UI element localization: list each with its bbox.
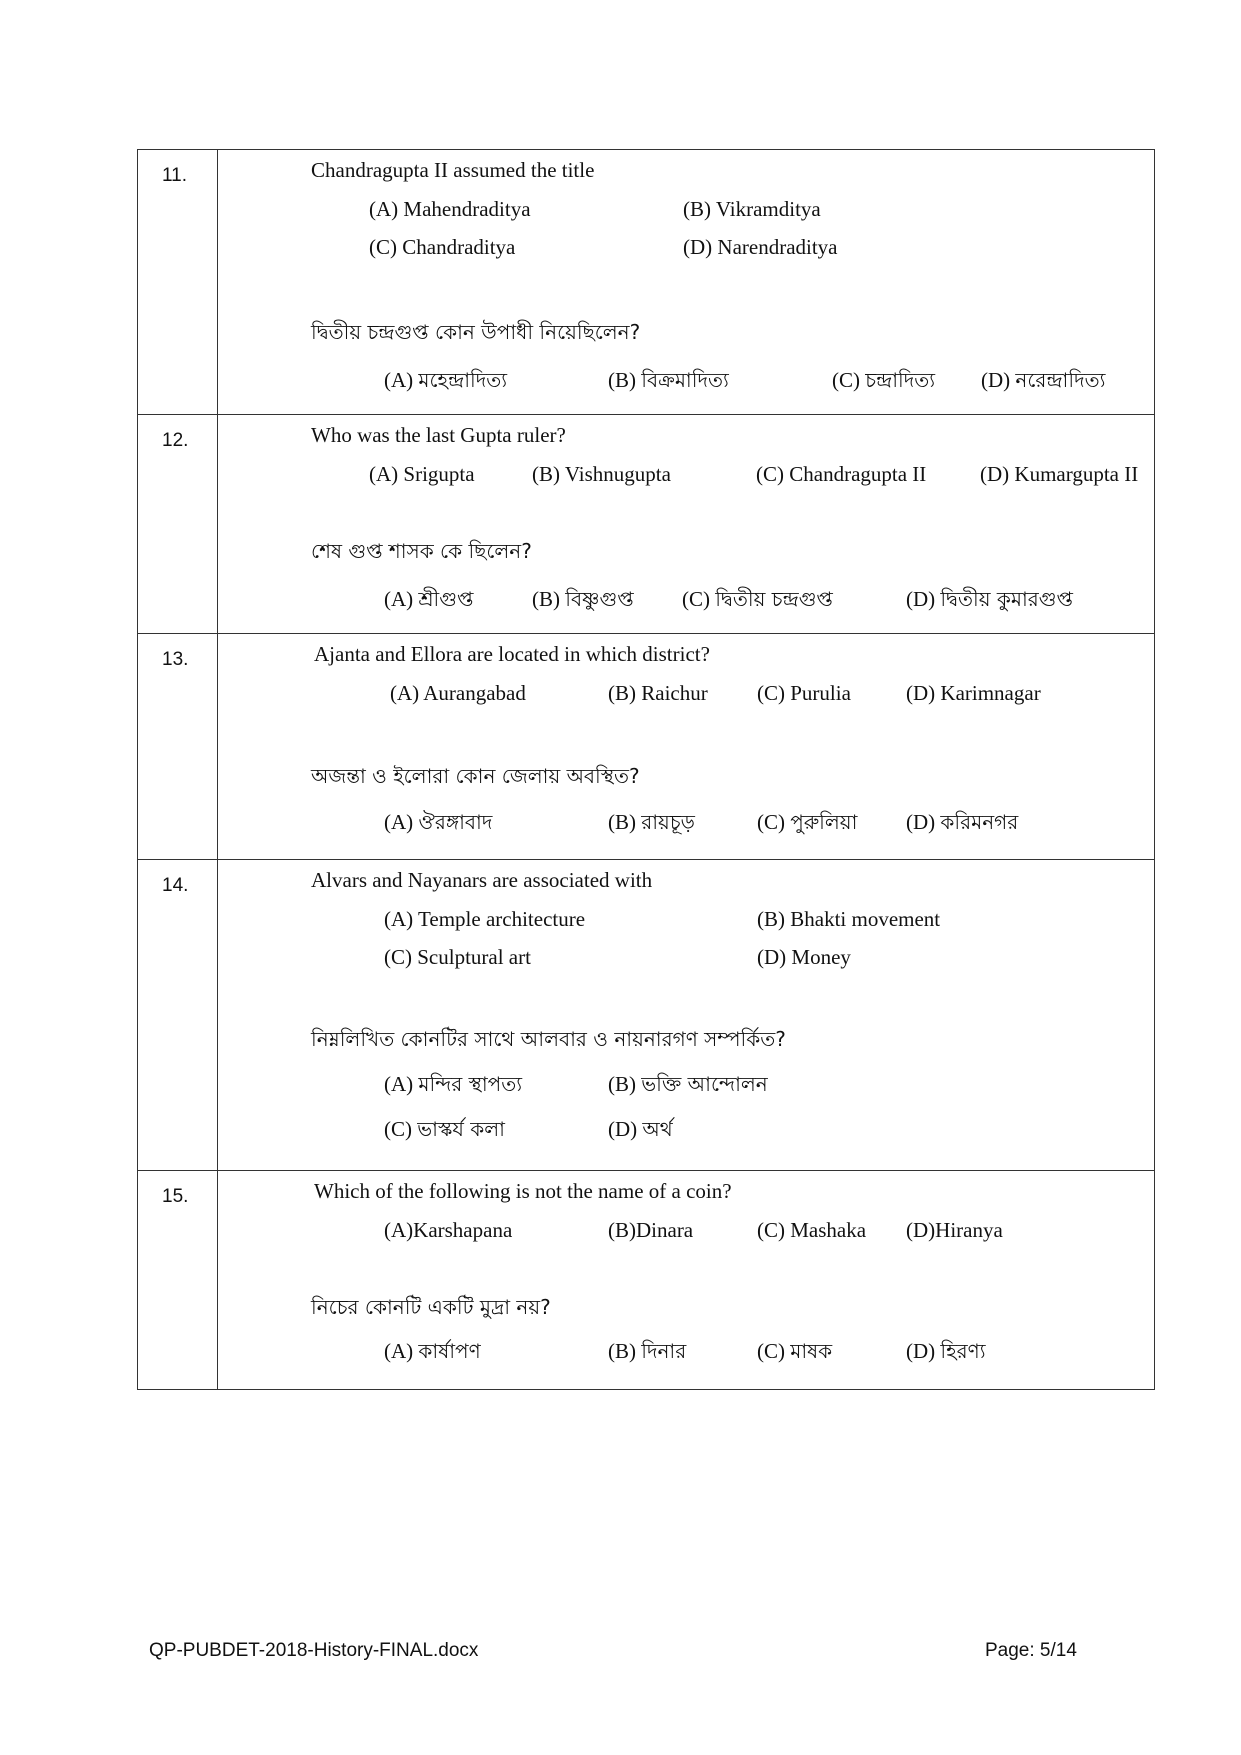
option-text: মহেন্দ্রাদিত্য: [418, 368, 508, 392]
question-number: 11.: [138, 150, 218, 415]
option-text: ঔরঙ্গাবাদ: [418, 810, 493, 834]
option-en-c: (C) Chandraditya: [369, 235, 516, 259]
question-row-11: [138, 150, 1155, 415]
option-text: রায়চূড়: [641, 810, 695, 834]
option-label: (A): [384, 1339, 414, 1363]
option-en-d: (D) Narendraditya: [683, 235, 838, 259]
option-label: (D): [981, 368, 1011, 392]
option-bn-d: [981, 368, 1105, 392]
question-body: [218, 634, 1155, 860]
option-label: (B): [608, 1339, 636, 1363]
option-text: নরেন্দ্রাদিত্য: [1015, 368, 1106, 392]
option-text: ভক্তি আন্দোলন: [641, 1072, 768, 1096]
option-text: দ্বিতীয় কুমারগুপ্ত: [940, 587, 1073, 611]
option-label: (C): [757, 1339, 785, 1363]
question-text-en: Which of the following is not the name of a coin?: [314, 1179, 732, 1203]
option-text: বিষ্ণুগুপ্ত: [565, 587, 634, 611]
footer-page-number: Page: 5/14: [985, 1640, 1077, 1661]
option-text: শ্রীগুপ্ত: [418, 587, 474, 611]
question-row-15: [138, 1171, 1155, 1390]
option-bn-a: [384, 587, 473, 611]
option-bn-d: [608, 1117, 673, 1141]
option-text: দ্বিতীয় চন্দ্রগুপ্ত: [715, 587, 833, 611]
question-text-en: Chandragupta II assumed the title: [311, 158, 595, 182]
option-en-b: (B) Vikramditya: [683, 197, 821, 221]
option-en-b: (B) Bhakti movement: [757, 907, 941, 931]
option-label: (D): [906, 587, 936, 611]
option-bn-c: [384, 1117, 505, 1141]
option-bn-d: [906, 587, 1073, 611]
option-bn-d: [906, 810, 1018, 834]
option-text: কার্ষাপণ: [418, 1339, 481, 1363]
option-label: (C): [384, 1117, 412, 1141]
option-label: (B): [608, 368, 636, 392]
option-bn-b: [608, 1072, 768, 1096]
option-en-a: (A)Karshapana: [384, 1218, 513, 1242]
option-text: মন্দির স্থাপত্য: [418, 1072, 523, 1096]
option-bn-a: [384, 1072, 522, 1096]
option-bn-b: [608, 1339, 686, 1363]
question-row-13: [138, 634, 1155, 860]
option-text: চন্দ্রাদিত্য: [865, 368, 936, 392]
option-label: (B): [532, 587, 560, 611]
question-row-14: [138, 860, 1155, 1171]
option-label: (D): [608, 1117, 638, 1141]
question-number: 13.: [138, 634, 218, 860]
option-label: (C): [757, 810, 785, 834]
question-text-bn: নিচের কোনটি একটি মুদ্রা নয়?: [311, 1295, 551, 1319]
question-number: 12.: [138, 415, 218, 634]
option-label: (B): [608, 1072, 636, 1096]
question-table: [137, 149, 1155, 1390]
option-label: (A): [384, 1072, 414, 1096]
question-body: [218, 1171, 1155, 1390]
question-body: [218, 415, 1155, 634]
option-text: দিনার: [641, 1339, 687, 1363]
option-en-d: (D) Karimnagar: [906, 681, 1041, 705]
option-text: করিমনগর: [940, 810, 1019, 834]
option-en-a: (A) Mahendraditya: [369, 197, 531, 221]
question-text-bn: অজন্তা ও ইলোরা কোন জেলায় অবস্থিত?: [311, 764, 640, 788]
option-en-c: (C) Chandragupta II: [756, 462, 927, 486]
option-label: (A): [384, 368, 414, 392]
option-label: (A): [384, 587, 414, 611]
option-en-d: (D) Money: [757, 945, 851, 969]
footer-filename: QP-PUBDET-2018-History-FINAL.docx: [149, 1640, 479, 1661]
option-text: পুরুলিয়া: [790, 810, 858, 834]
option-label: (B): [608, 810, 636, 834]
option-text: মাষক: [790, 1339, 833, 1363]
option-text: ভাস্কর্য কলা: [417, 1117, 505, 1141]
option-en-a: (A) Srigupta: [369, 462, 475, 486]
option-text: অর্থ: [642, 1117, 673, 1141]
question-body: [218, 860, 1155, 1171]
question-text-en: Alvars and Nayanars are associated with: [311, 868, 653, 892]
option-text: বিক্রমাদিত্য: [641, 368, 729, 392]
option-label: (C): [832, 368, 860, 392]
option-bn-c: [682, 587, 833, 611]
option-en-d: (D)Hiranya: [906, 1218, 1003, 1242]
question-text-en: Ajanta and Ellora are located in which district?: [314, 642, 710, 666]
question-text-bn: শেষ গুপ্ত শাসক কে ছিলেন?: [311, 539, 532, 563]
option-text: হিরণ্য: [940, 1339, 986, 1363]
option-en-c: (C) Purulia: [757, 681, 851, 705]
option-en-a: (A) Aurangabad: [390, 681, 526, 705]
option-bn-c: [832, 368, 935, 392]
question-text-bn: নিম্নলিখিত কোনটির সাথে আলবার ও নায়নারগণ সম্পর্কিত?: [311, 1027, 786, 1051]
option-en-b: (B)Dinara: [608, 1218, 694, 1242]
option-en-b: (B) Raichur: [608, 681, 708, 705]
option-en-c: (C) Mashaka: [757, 1218, 867, 1242]
option-label: (D): [906, 810, 936, 834]
option-bn-c: [757, 1339, 832, 1363]
question-number: 14.: [138, 860, 218, 1171]
question-text-bn: দ্বিতীয় চন্দ্রগুপ্ত কোন উপাধী নিয়েছিলেন?: [311, 320, 641, 344]
option-bn-a: [384, 368, 507, 392]
option-en-b: (B) Vishnugupta: [532, 462, 671, 486]
option-label: (A): [384, 810, 414, 834]
option-en-a: (A) Temple architecture: [384, 907, 586, 931]
option-label: (D): [906, 1339, 936, 1363]
option-bn-b: [608, 810, 695, 834]
option-bn-b: [532, 587, 634, 611]
question-row-12: [138, 415, 1155, 634]
option-bn-c: [757, 810, 857, 834]
option-label: (C): [682, 587, 710, 611]
option-bn-b: [608, 368, 729, 392]
question-number: 15.: [138, 1171, 218, 1390]
option-en-d: (D) Kumargupta II: [980, 462, 1139, 486]
question-body: [218, 150, 1155, 415]
option-en-c: (C) Sculptural art: [384, 945, 531, 969]
option-bn-a: [384, 1339, 481, 1363]
option-bn-d: [906, 1339, 986, 1363]
question-text-en: Who was the last Gupta ruler?: [311, 423, 566, 447]
option-bn-a: [384, 810, 492, 834]
